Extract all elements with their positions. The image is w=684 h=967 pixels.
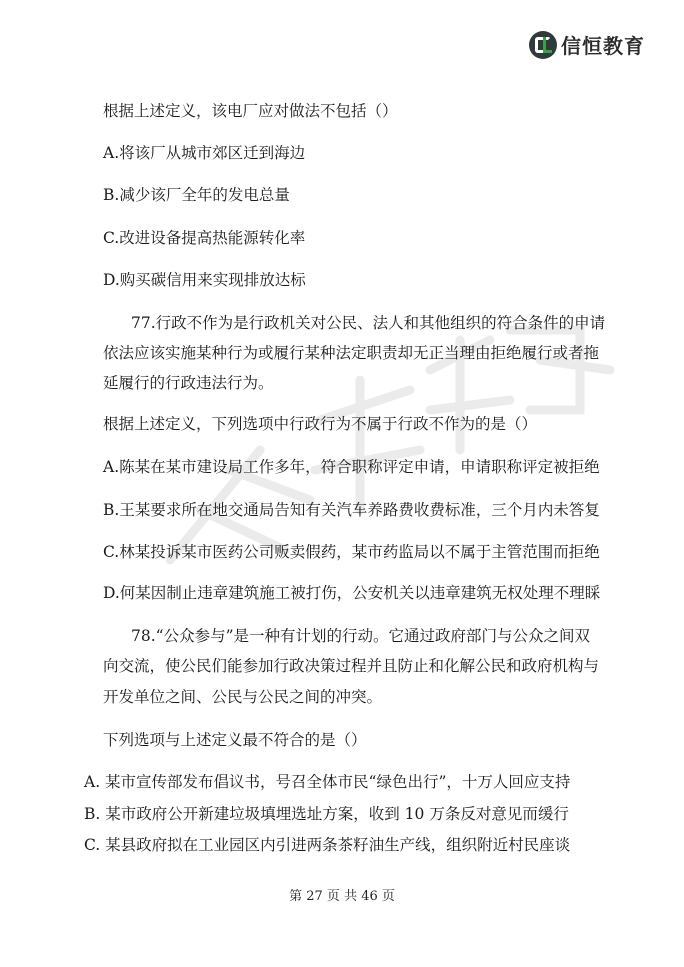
q77-definition-line1: 77.行政不作为是行政机关对公民、法人和其他组织的符合条件的申请 xyxy=(131,314,606,332)
q78-option-b: B. 某市政府公开新建垃圾填埋选址方案，收到 10 万条反对意见而缓行 xyxy=(84,805,569,823)
q76-option-a: A.将该厂从城市郊区迁到海边 xyxy=(103,144,306,162)
brand-logo xyxy=(529,30,645,59)
q77-stem: 根据上述定义，下列选项中行政行为不属于行政不作为的是（） xyxy=(103,415,538,433)
q77-definition-line3: 延履行的行政违法行为。 xyxy=(103,374,274,392)
logo-icon xyxy=(529,31,557,59)
q77-option-c: C.林某投诉某市医药公司贩卖假药，某市药监局以不属于主管范围而拒绝 xyxy=(103,543,600,561)
q76-option-d: D.购买碳信用来实现排放达标 xyxy=(103,271,306,289)
q76-option-c: C.改进设备提高热能源转化率 xyxy=(103,229,306,247)
q76-stem: 根据上述定义，该电厂应对做法不包括（） xyxy=(103,102,398,120)
q78-stem: 下列选项与上述定义最不符合的是（） xyxy=(103,731,367,749)
q77-option-d: D.何某因制止违章建筑施工被打伤，公安机关以违章建筑无权处理不理睬 xyxy=(103,584,601,602)
q76-option-b: B.减少该厂全年的发电总量 xyxy=(103,186,290,204)
q78-definition-line1: 78.“公众参与”是一种有计划的行动。它通过政府部门与公众之间双 xyxy=(131,627,591,645)
q77-option-a: A.陈某在某市建设局工作多年，符合职称评定申请，申请职称评定被拒绝 xyxy=(103,458,600,476)
q77-definition-line2: 依法应该实施某种行为或履行某种法定职责却无正当理由拒绝履行或者拖 xyxy=(103,344,600,362)
q77-option-b: B.王某要求所在地交通局告知有关汽车养路费收费标准，三个月内未答复 xyxy=(103,501,600,519)
q78-option-c: C. 某县政府拟在工业园区内引进两条茶籽油生产线，组织附近村民座谈 xyxy=(84,836,571,854)
q78-definition-line3: 开发单位之间、公民与公民之间的冲突。 xyxy=(103,688,383,706)
q78-definition-line2: 向交流，使公民们能参加行政决策过程并且防止和化解公民和政府机构与 xyxy=(103,657,600,675)
page-number: 第 27 页 共 46 页 xyxy=(289,889,395,904)
logo-text: 信恒教育 xyxy=(561,34,645,58)
q78-option-a: A. 某市宣传部发布倡议书，号召全体市民“绿色出行”，十万人回应支持 xyxy=(84,773,571,791)
